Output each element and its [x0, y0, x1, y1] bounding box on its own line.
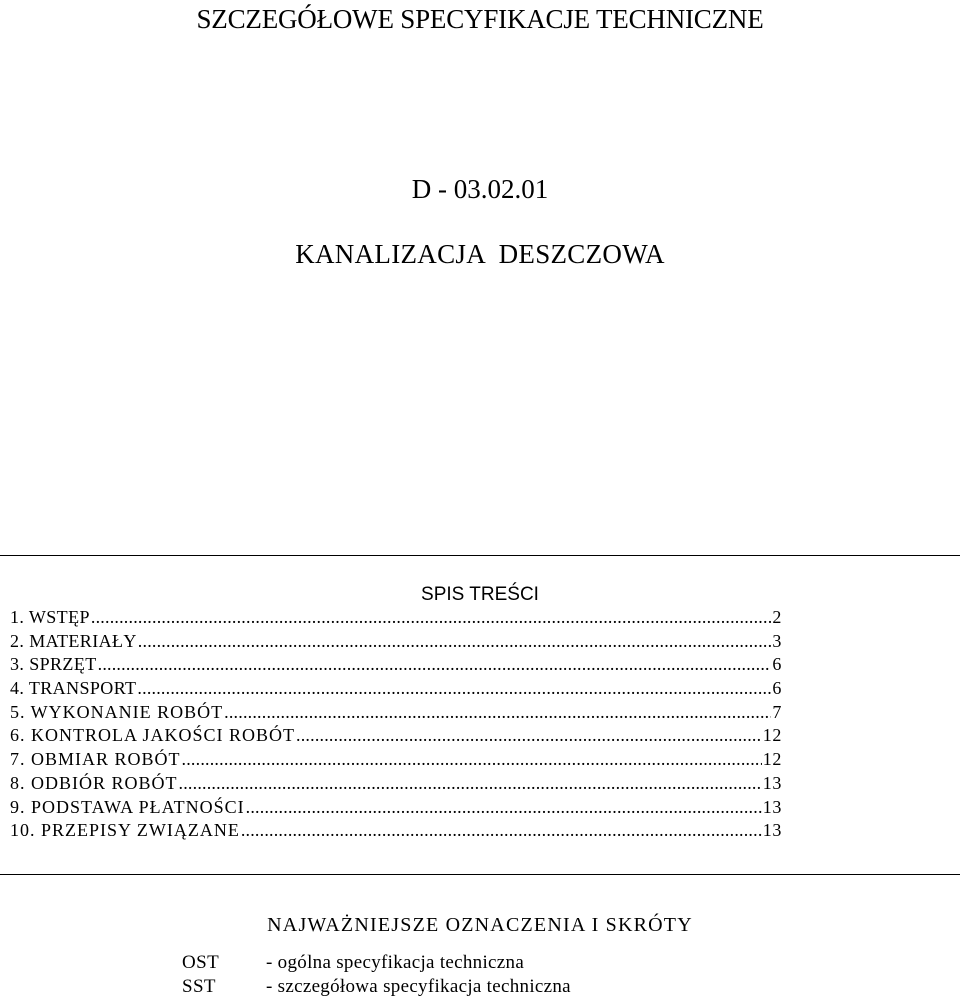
- toc-entry-label: 8. ODBIÓR ROBÓT: [10, 772, 178, 793]
- toc-entry-page: 13: [762, 772, 782, 793]
- abbreviation-description: - ogólna specyfikacja techniczna: [266, 952, 525, 973]
- toc-dot-leader: [98, 653, 772, 677]
- specification-name: KANALIZACJA DESZCZOWA: [295, 239, 665, 269]
- abbreviation-code: OST: [182, 952, 220, 973]
- toc-entry-wstep[interactable]: [10, 606, 782, 630]
- toc-entry-label: 7. OBMIAR ROBÓT: [10, 749, 181, 770]
- toc-entry-page: 13: [762, 796, 782, 817]
- toc-entry-label: 2. MATERIAŁY: [10, 630, 137, 651]
- toc-dot-leader: [137, 677, 771, 701]
- toc-heading: SPIS TREŚCI: [421, 584, 539, 605]
- toc-dot-leader: [182, 748, 762, 772]
- toc-entry-page: 7: [772, 701, 782, 722]
- toc-entry-podstawa-platnosci[interactable]: [10, 796, 782, 820]
- toc-dot-leader: [296, 724, 762, 748]
- toc-dot-leader: [91, 606, 772, 630]
- abbreviation-row: [0, 975, 960, 999]
- toc-entry-label: 10. PRZEPISY ZWIĄZANE: [10, 820, 240, 841]
- toc-entry-transport[interactable]: [10, 677, 782, 701]
- abbreviations-heading: NAJWAŻNIEJSZE OZNACZENIA I SKRÓTY: [267, 914, 693, 936]
- toc-entry-label: 6. KONTROLA JAKOŚCI ROBÓT: [10, 725, 296, 746]
- toc-entry-label: 3. SPRZĘT: [10, 654, 97, 675]
- toc-entry-label: 4. TRANSPORT: [10, 678, 137, 699]
- toc-entry-materialy[interactable]: [10, 630, 782, 654]
- abbreviation-row: [0, 951, 960, 975]
- toc-dot-leader: [241, 819, 762, 843]
- toc-entry-odbior-robot[interactable]: [10, 772, 782, 796]
- toc-entry-page: 2: [772, 607, 782, 627]
- abbreviation-description: - szczegółowa specyfikacja techniczna: [266, 976, 571, 997]
- table-of-contents: [10, 606, 782, 843]
- toc-entry-page: 12: [762, 749, 782, 770]
- divider-bottom: [0, 874, 960, 875]
- toc-entry-label: 5. WYKONANIE ROBÓT: [10, 701, 224, 722]
- toc-entry-page: 6: [772, 678, 782, 699]
- toc-entry-page: 12: [762, 725, 782, 746]
- toc-dot-leader: [138, 630, 772, 654]
- toc-entry-label: 9. PODSTAWA PŁATNOŚCI: [10, 796, 245, 817]
- abbreviation-code: SST: [182, 976, 216, 997]
- toc-dot-leader: [246, 796, 762, 820]
- toc-entry-page: 3: [772, 630, 782, 651]
- toc-entry-label: 1. WSTĘP: [10, 607, 90, 627]
- toc-entry-przepisy-zwiazane[interactable]: [10, 819, 782, 843]
- toc-dot-leader: [179, 772, 762, 796]
- toc-entry-kontrola-jakosci[interactable]: [10, 724, 782, 748]
- divider-top: [0, 555, 960, 556]
- toc-entry-wykonanie-robot[interactable]: [10, 701, 782, 725]
- toc-entry-page: 13: [762, 820, 782, 841]
- toc-entry-sprzet[interactable]: [10, 653, 782, 677]
- page-title: SZCZEGÓŁOWE SPECYFIKACJE TECHNICZNE: [196, 4, 764, 34]
- toc-entry-page: 6: [772, 654, 782, 675]
- toc-entry-obmiar-robot[interactable]: [10, 748, 782, 772]
- specification-code: D - 03.02.01: [411, 174, 549, 204]
- toc-dot-leader: [224, 701, 771, 725]
